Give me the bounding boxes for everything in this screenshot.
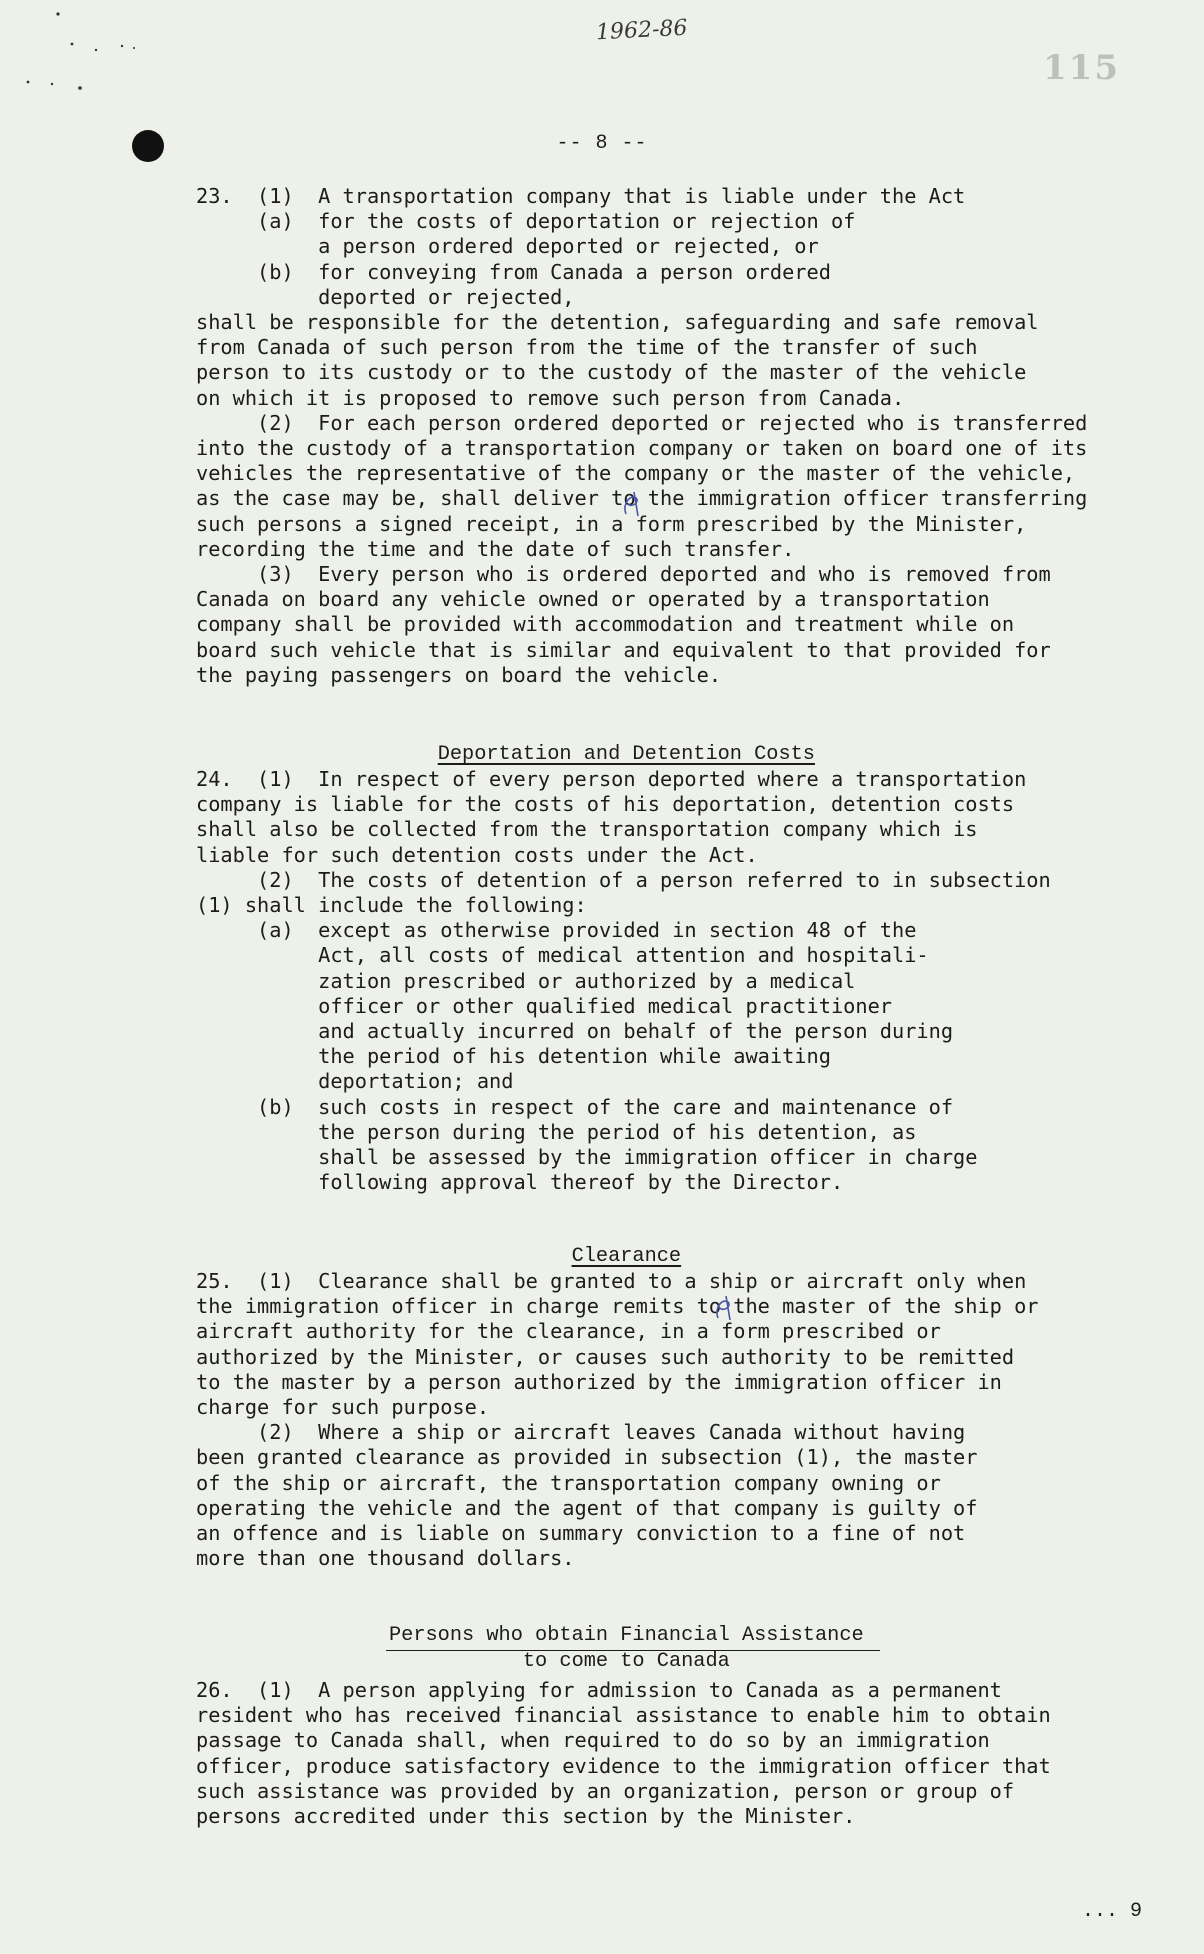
section-23-text: 23. (1) A transportation company that is liable under the Act (a) for the costs of deportation or rejection of a person ordered deported or rejected, or (b) for conveying from Canada a person ordered deported or rejected, shall be responsible for the detention, safeguarding and safe removal from Canada of such person from the time of the transfer of such person to its custody or to the custody of the master of the vehicle on which it is proposed to remove such person from Canada. (2) For each person ordered deported or rejected who is transferred into the custody of a transportation company or taken on board one of its vehicles the representative of the company or the master of the vehicle, as the case may be, shall deliver to the immigration officer transferring such persons a signed receipt, in a form prescribed by the Minister, recording the time and the date of such transfer. (3) Every person who is ordered deported and who is removed from Canada on board any vehicle owned or operated by a transportation company shall be provided with accommodation and treatment while on board such vehicle that is similar and equivalent to that provided for the paying passengers on board the vehicle. — [196, 184, 1088, 687]
pen-correction-mark — [620, 490, 646, 520]
pen-correction-mark-2 — [712, 1294, 738, 1324]
stamp-number: 115 — [1043, 48, 1120, 88]
section-26-text: 26. (1) A person applying for admission to Canada as a permanent resident who has received financial assistance to enable him to obtain passage to Canada shall, when required to do so by an immigration officer, produce satisfactory evidence to the immigration officer that such assistance was provided by an organization, person or group of persons accredited under this section by the Minister. — [196, 1678, 1051, 1829]
section-24-text: 24. (1) In respect of every person deported where a transportation company is liable for the costs of his deportation, detention costs shall also be collected from the transportation company which is liable for such detention costs under the Act. (2) The costs of detention of a person referred to in subsection (1) shall include the following: (a) except as otherwise provided in section 48 of the Act, all costs of medical attention and hospitali- zation prescribed or authorized by a medical officer or other qualified medical practitioner and actually incurred on behalf of the person during the period of his detention while awaiting deportation; and (b) such costs in respect of the care and maintenance of the person during the period of his detention, as shall be assessed by the immigration officer in charge following approval thereof by the Director. — [196, 767, 1051, 1195]
heading-deportation-costs-label: Deportation and Detention Costs — [437, 743, 815, 767]
handwritten-reference: 1962-86 — [595, 15, 689, 46]
heading-financial-assistance-line2-label: to come to Canada — [522, 1650, 730, 1674]
continuation-marker: ... 9 — [1081, 1900, 1142, 1923]
paper-specks — [22, 10, 162, 90]
heading-clearance-label: Clearance — [571, 1245, 682, 1269]
heading-financial-assistance-line1-label: Persons who obtain Financial Assistance — [389, 1624, 864, 1648]
heading-financial-assistance-rule — [386, 1650, 880, 1651]
page-number: -- 8 -- — [556, 132, 648, 155]
section-25-text: 25. (1) Clearance shall be granted to a ship or aircraft only when the immigration officer in charge remits to the master of the ship or aircraft authority for the clearance, in a form prescribed or authorized by the Minister, or causes such authority to be remitted to the master by a person authorized by the immigration officer in charge for such purpose. (2) Where a ship or aircraft leaves Canada without having been granted clearance as provided in subsection (1), the master of the ship or aircraft, the transportation company owning or operating the vehicle and the agent of that company is guilty of an offence and is liable on summary conviction to a fine of not more than one thousand dollars. — [196, 1269, 1039, 1571]
